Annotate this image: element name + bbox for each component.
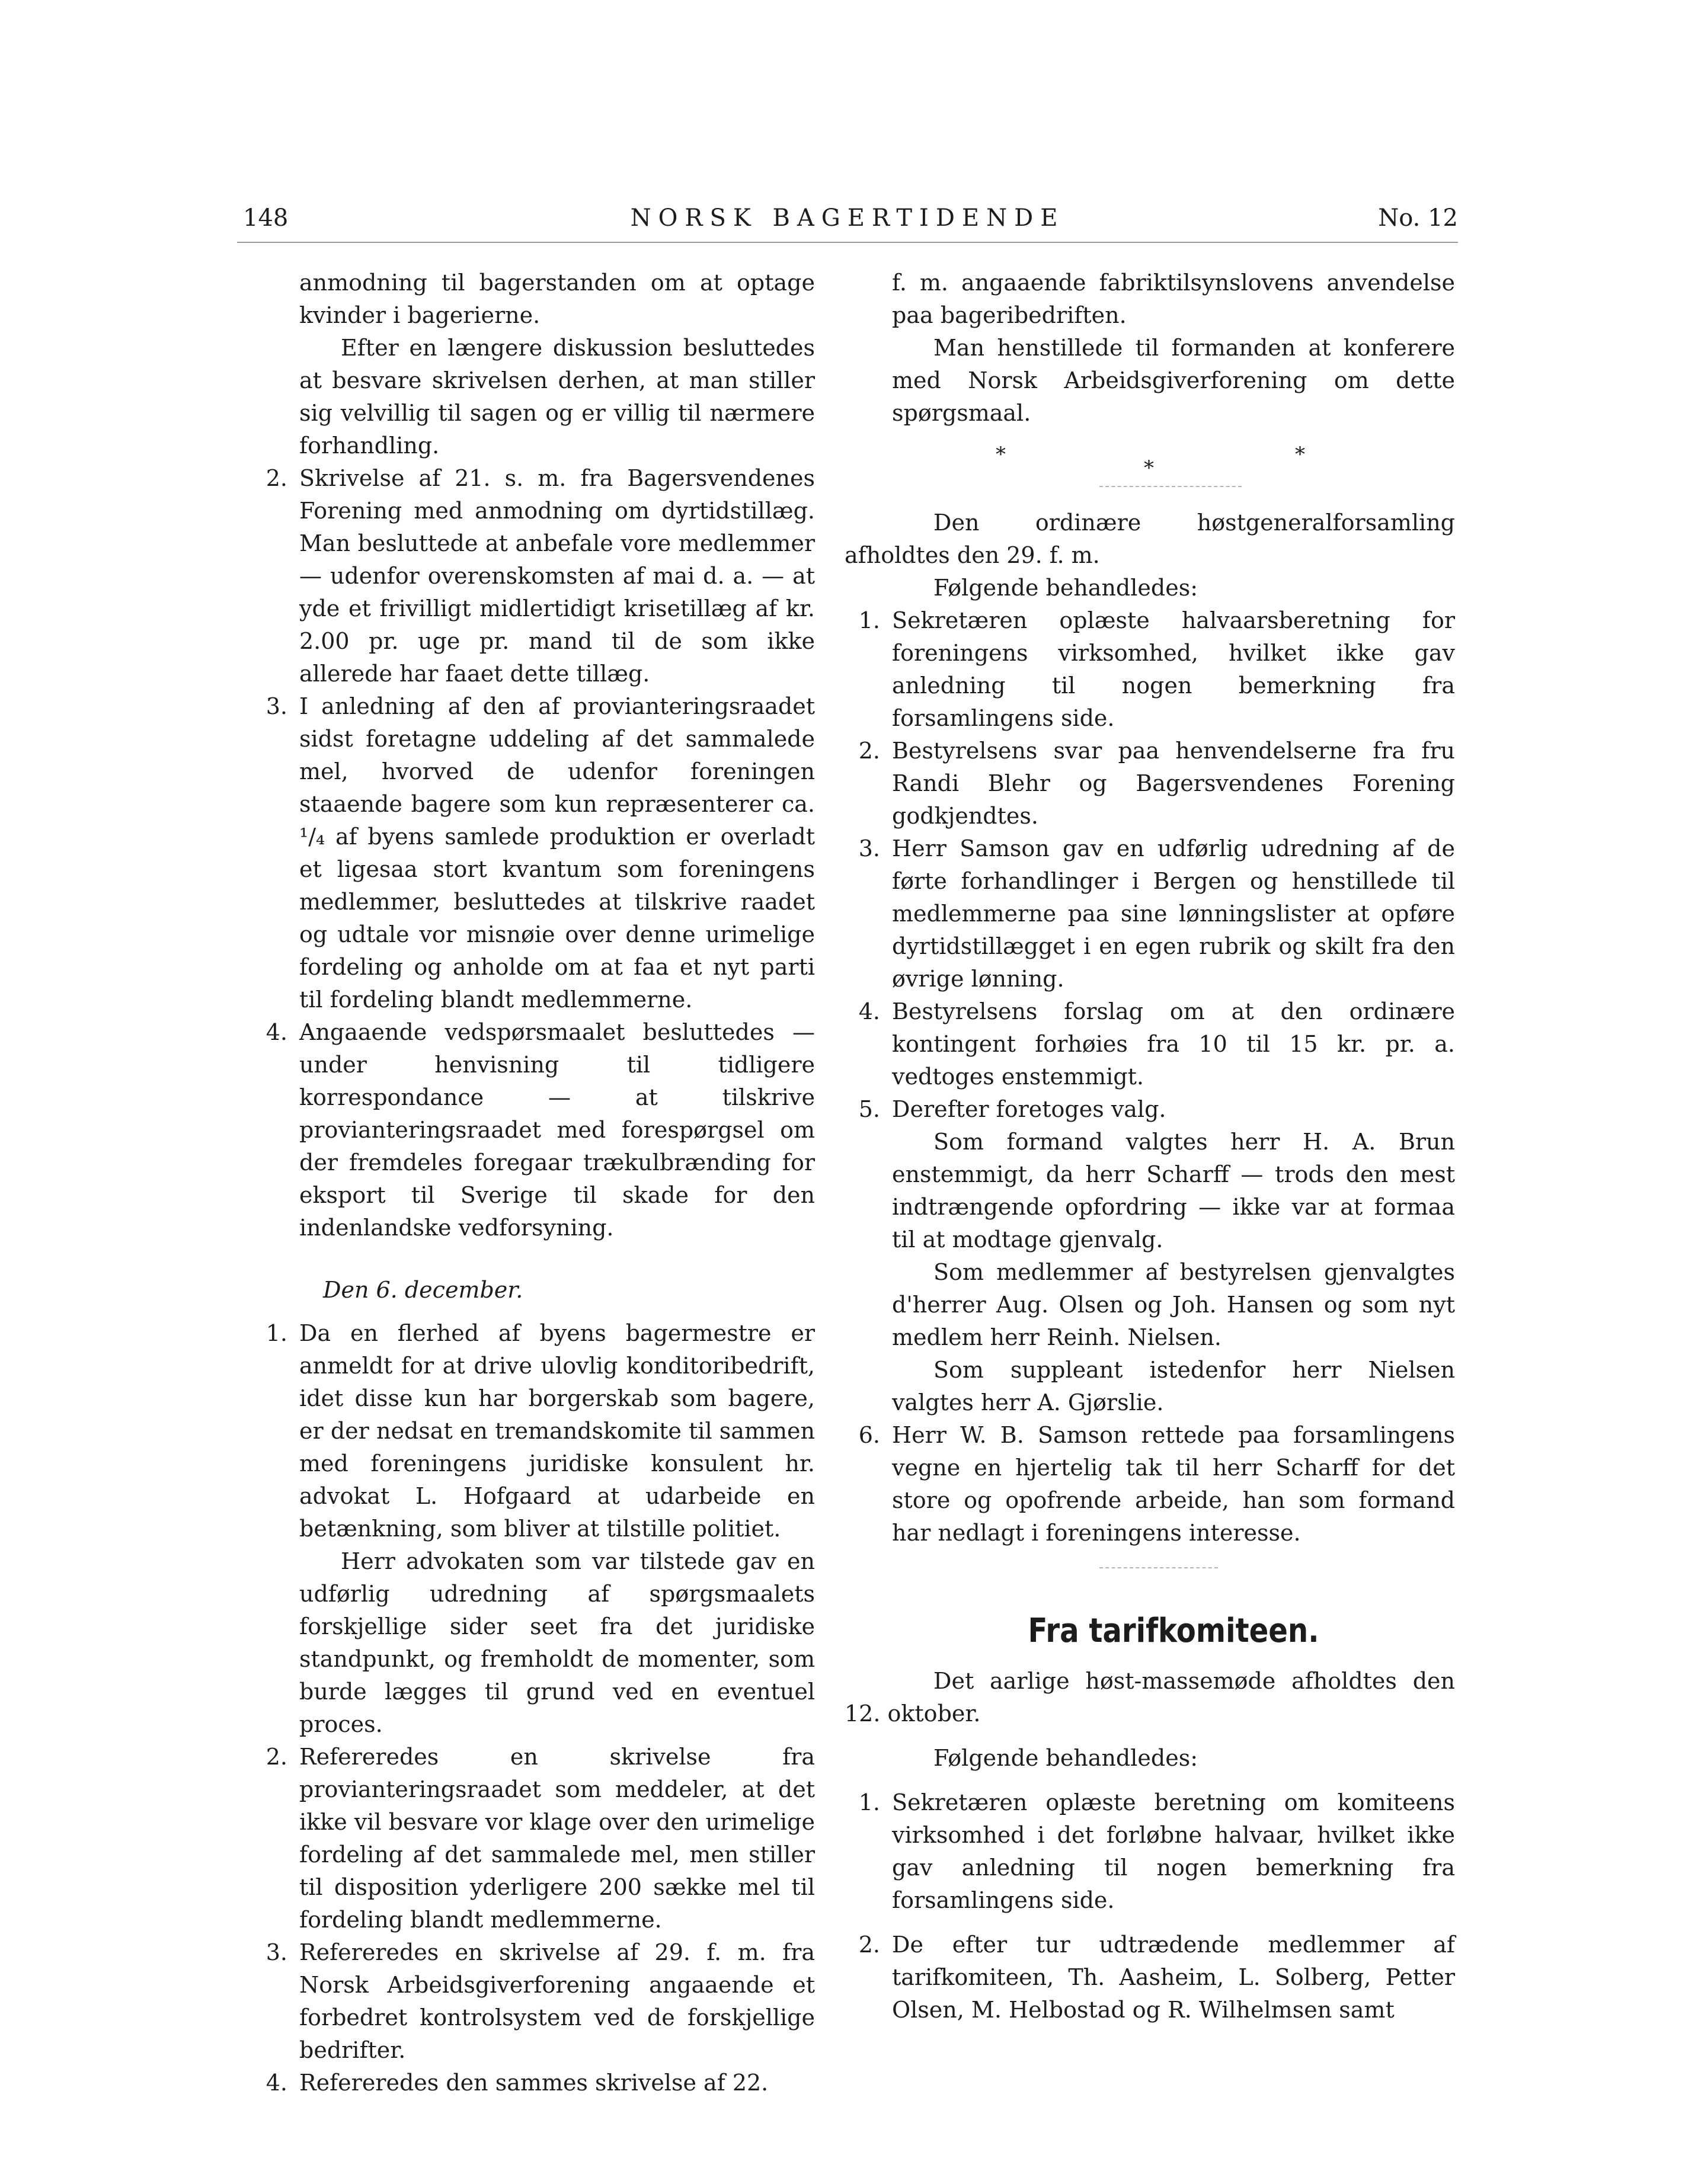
item-number: 5. [858,1096,880,1122]
issue-number: No. 12 [1378,204,1458,232]
item-number: 2. [266,1744,287,1770]
item-text: Refereredes den sammes skrivelse af 22. [299,2070,769,2096]
item-text: Herr Samson gav en udførlig udredning af de førte forhandlinger i Bergen og henstillede til medlemmerne paa sine lønningslister at opføre dyrtidstillægget i en egen rubrik og skilt fra den øvrige lønning. [892,835,1455,992]
item-text: Refereredes en skrivelse af 29. f. m. fra Norsk Arbeidsgiverforening angaaende et forbedret kontrolsystem ved de forskjellige bedrifter. [299,1939,815,2063]
item-text: Derefter foretoges valg. [892,1096,1166,1122]
continued-text: anmodning til bagerstanden om at optage kvinder i bagerierne. [299,270,815,328]
section-heading: Fra tarifkomiteen. [1028,1612,1319,1650]
paragraph: Følgende behandledes: [933,1745,1198,1771]
page-number: 148 [243,204,289,232]
section-separator [892,1549,1455,1573]
list-item [266,690,815,1016]
item-text: Refereredes en skrivelse fra provianteringsraadet som meddeler, at det ikke vil besvare vor klage over den urimelige fordeling af det sammalede mel, men stiller til disposition yderligere 200 sække mel til fordeling blandt medlemmerne. [299,1744,815,1933]
separator-star: * [1144,456,1154,480]
right-column [845,267,1455,2026]
item-number: 4. [266,2070,287,2096]
left-column [266,267,815,2099]
election-paragraph: Som medlemmer af bestyrelsen gjenvalgtes d'herrer Aug. Olsen og Joh. Hansen og som nyt medlem herr Reinh. Nielsen. [892,1259,1455,1350]
election-paragraph: Som suppleant istedenfor herr Nielsen valgtes herr A. Gjørslie. [892,1357,1455,1416]
item-number: 1. [858,607,880,633]
item-text: Herr W. B. Samson rettede paa forsamlingens vegne en hjertelig tak til herr Scharff for det store og opofrende arbeide, han som formand har nedlagt i foreningens interesse. [892,1422,1455,1546]
item-text: Angaaende vedspørsmaalet besluttedes — under henvisning til tidligere korrespondance — at tilskrive provianteringsraadet med forespørgsel om der fremdeles foregaar trækulbrænding for eksport til Sverige til skade for den indenlandske vedforsyning. [299,1019,815,1241]
continued-text: f. m. angaaende fabriktilsynslovens anvendelse paa bageribedriften. [892,270,1455,328]
item-number: 1. [266,1320,287,1346]
item-text: Sekretæren oplæste halvaarsberetning for foreningens virksomhed, hvilket ikke gav anledning til nogen bemerkning fra forsamlingens side. [892,607,1455,731]
list-item [858,995,1455,1093]
list-item [266,1317,815,1741]
spacer [892,1917,1455,1929]
separator-rule [1099,486,1242,487]
separator-star: * [1295,443,1305,466]
publication-title: NORSK BAGERTIDENDE [630,204,1065,232]
item-number: 2. [858,1932,880,1958]
item-text: Bestyrelsens forslag om at den ordinære kontingent forhøies fra 10 til 15 kr. pr. a. vedtoges enstemmigt. [892,998,1455,1090]
election-paragraph: Som formand valgtes herr H. A. Brun enstemmigt, da herr Scharff — trods den mest indtrængende opfordring — ikke var at formaa til at modtage gjenvalg. [892,1129,1455,1253]
paragraph: Efter en længere diskussion besluttedes at besvare skrivelsen derhen, at man stiller sig velvillig til sagen og er villig til nærmere forhandling. [299,335,815,459]
list-item [266,1741,815,1936]
item-text: Da en flerhed af byens bagermestre er anmeldt for at drive ulovlig konditoribedrift, idet disse kun har borgerskab som bagere, er der nedsat en tremandskomite til sammen med foreningens juridiske konsulent hr. advokat L. Hofgaard at udarbeide en betænkning, som bliver at tilstille politiet. [299,1320,815,1542]
section-separator [892,430,1455,507]
paragraph: Man henstillede til formanden at konferere med Norsk Arbeidsgiverforening om dette spørgsmaal. [892,335,1455,426]
list-item [858,604,1455,735]
item-number: 3. [266,1939,287,1965]
page-header [237,204,1458,246]
item-text: Sekretæren oplæste beretning om komiteens virksomhed i det forløbne halvaar, hvilket ikke gav anledning til nogen bemerkning fra forsamlingens side. [892,1789,1455,1913]
list-item [858,1786,1455,1917]
date-heading: Den 6. december. [323,1277,523,1303]
header-rule [237,242,1458,243]
paragraph: Det aarlige høst-massemøde afholdtes den 12. oktober. [845,1668,1455,1727]
item-text: De efter tur udtrædende medlemmer af tarifkomiteen, Th. Aasheim, L. Solberg, Petter Olsen, M. Helbostad og R. Wilhelmsen samt [892,1932,1455,2023]
list-item [266,1016,815,1244]
separator-rule [1099,1567,1218,1568]
separator-star: * [996,443,1006,466]
list-item [858,735,1455,832]
list-item [858,1929,1455,2026]
item-text: Bestyrelsens svar paa henvendelserne fra fru Randi Blehr og Bagersvendenes Forening godkjendtes. [892,738,1455,829]
list-item [266,2067,815,2099]
list-item [266,1936,815,2067]
item-text: Skrivelse af 21. s. m. fra Bagersvendenes Forening med anmodning om dyrtidstillæg. Man besluttede at anbefale vore medlemmer — udenfor overenskomsten af mai d. a. — at yde et frivilligt midlertidigt krisetillæg af kr. 2.00 pr. uge pr. mand til de som ikke allerede har faaet dette tillæg. [299,465,815,687]
item-number: 2. [858,738,880,764]
list-item [266,462,815,690]
spacer [892,1730,1455,1742]
item-number: 1. [858,1789,880,1815]
item-subparagraph: Herr advokaten som var tilstede gav en udførlig udredning af spørgsmaalets forskjellige sider seet fra det juridiske standpunkt, og fremholdt de momenter, som burde lægges til grund ved en eventuel proces. [299,1548,815,1737]
paragraph: Følgende behandledes: [933,575,1198,601]
spacer [892,1775,1455,1786]
item-number: 2. [266,465,287,491]
list-item [858,1419,1455,1549]
item-number: 4. [266,1019,287,1045]
item-number: 6. [858,1422,880,1448]
item-number: 3. [858,835,880,862]
item-number: 3. [266,693,287,719]
item-number: 4. [858,998,880,1024]
paragraph: Den ordinære høstgeneralforsamling afholdtes den 29. f. m. [845,510,1455,568]
list-item [858,832,1455,995]
list-item [858,1093,1455,1419]
item-text: I anledning af den af provianteringsraadet sidst foretagne uddeling af det sammalede mel, hvorved de udenfor foreningen staaende bagere som kun repræsenterer ca. ¹/₄ af byens samlede produktion er overladt et ligesaa stort kvantum som foreningens medlemmer, besluttedes at tilskrive raadet og udtale vor misnøie over denne urimelige fordeling og anholde om at faa et nyt parti til fordeling blandt medlemmerne. [299,693,815,1013]
